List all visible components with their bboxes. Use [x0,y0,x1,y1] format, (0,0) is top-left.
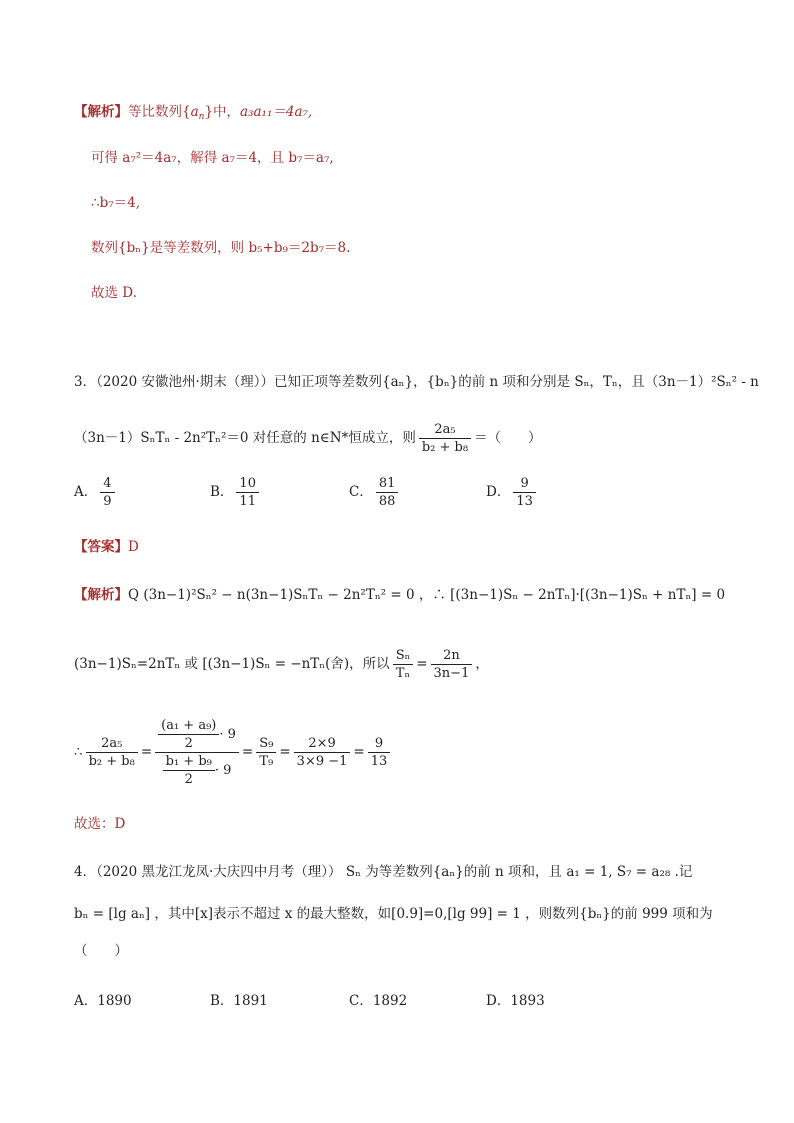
q3-sol-line2-frac1 [393,647,414,682]
q3-sol-line3-bigfrac-num [155,717,239,753]
q3-sol-line3-frac4-num: 2×9 [294,735,351,753]
q3-option-a-den: 9 [103,494,112,509]
q3-inner-num-b: 2 [184,736,193,751]
q4-option-d[interactable] [486,989,545,1009]
q3-option-d-num: 9 [513,475,536,493]
q3-stem-fraction [419,421,471,456]
q3-sol-line1-math: Q (3n−1)²Sₙ² − n(3n−1)SₙTₙ − 2n²Tₙ² = 0 ，∴ [(3n−1)Sₙ − 2nTₙ]·[(3n−1)Sₙ + nTₙ] = 0 [128,587,726,603]
sol2-line2: 可得 a₇²＝4a₇，解得 a₇＝4，且 b₇＝a₇, [91,150,334,166]
sol2-line1-mid: }中， [204,104,241,120]
q3-sol-line3-frac4 [294,735,351,770]
q4-stem-line3: （ ） [74,943,128,959]
q3-option-b-fraction [236,475,259,510]
q4-option-b-label: B． [210,993,234,1009]
q4-option-c-value: 1892 [372,993,408,1009]
sol2-seq-a: $a_n$ [190,104,205,122]
q3-option-d-label: D． [486,484,511,500]
sol2-line3: ∴b₇＝4, [91,195,141,211]
q3-sol-line3-bigfrac-den [155,753,239,788]
q3-option-a[interactable] [74,475,118,510]
q3-answer [74,538,139,556]
q3-sol-line2-frac2-den: 3n−1 [433,666,470,681]
q3-sol-line3-frac4-den: 3×9 −1 [296,754,348,769]
q3-option-b-num: 10 [236,475,259,493]
q3-option-c-fraction [376,475,399,510]
sol2-line4: 数列{bₙ}是等差数列，则 b₅+b₉＝2b₇＝8. [91,240,351,256]
sol2-line5: 故选 D. [91,285,137,301]
q3-sol-end: 故选：D [74,816,126,832]
q3-sol-line3-frac1-num: 2a₅ [86,735,138,753]
q4-option-c-label: C． [349,993,373,1009]
q3-inner-den-b: 2 [184,772,193,787]
q3-option-b[interactable] [210,475,262,510]
q4-option-a-value: 1890 [97,993,132,1009]
q3-sol-line2-frac1-num: Sₙ [393,647,414,665]
q3-sol-line2-text: (3n−1)Sₙ=2nTₙ 或 [(3n−1)Sₙ = −nTₙ(舍)，所以 [74,656,390,672]
sol2-line1-eq: a₃a₁₁＝4a₇, [240,104,313,120]
q3-option-c-label: C． [349,484,373,500]
q3-sol-line3-frac3-num: S₉ [256,735,276,753]
q4-option-d-label: D． [486,993,511,1009]
q3-sol-line3-frac1-den: b₂ + b₈ [88,754,135,769]
q3-sol-line3-inner-num [158,717,219,752]
q3-inner-den-dot9: · 9 [214,763,232,778]
q3-stem-tail: ＝（ ） [474,430,542,446]
analysis-tag: 【解析】 [74,104,128,120]
analysis-tag: 【解析】 [74,587,128,603]
q3-sol-line1 [74,586,725,604]
sol2-line1 [74,103,312,126]
q4-option-c[interactable] [349,989,407,1009]
q3-option-c[interactable] [349,475,401,510]
q3-inner-den-a: b₁ + b₉ [163,753,215,771]
sol2-line1-text: 等比数列{ [128,104,191,120]
q3-stem-line1: 3．（2020 安徽池州·期末（理））已知正项等差数列{aₙ}，{bₙ}的前 n 项和分别是 Sₙ，Tₙ，且（3n－1）²Sₙ² - n [74,374,759,390]
q3-option-a-label: A． [74,484,98,500]
q3-option-b-label: B． [210,484,234,500]
q4-option-d-value: 1893 [510,993,545,1009]
q4-option-b[interactable] [210,989,268,1009]
q3-sol-line3-frac3-den: T₉ [259,754,274,769]
q3-option-c-num: 81 [376,475,399,493]
answer-value: D [128,539,139,555]
q3-inner-num-a: (a₁ + a₉) [158,717,219,735]
q3-sol-line2-frac2 [431,647,473,682]
q3-sol-line3: ∴ $\frac{\text{2a₅}}{\text{b₂ + b₈}}$ = $\frac{\text{(a₁ + a₉)}}{2}$ · 9 $\frac{\text{b₁ + b₉}}{2}$ · 9 = $\frac{\text{S₉}}{\text{T₉}}$ = $\frac{2\times 9}{3\times 9 -1}$ = $\frac{9}{13}$ [74,712,393,792]
q3-option-a-fraction [100,475,114,510]
q3-sol-line3-frac5-num: 9 [368,735,391,753]
q3-inner-num-dot9: · 9 [219,727,236,742]
q3-option-d[interactable] [486,475,539,510]
q3-sol-line2 [74,644,489,684]
q3-frac-den: b₂ + b₈ [421,440,469,455]
q3-option-b-den: 11 [239,494,256,509]
q3-option-a-num: 4 [100,475,114,493]
q4-stem-line2: bₙ = [lg aₙ] ，其中[x]表示不超过 x 的最大整数，如[0.9]=0,[lg 99] = 1 ，则数列{bₙ}的前 999 项和为 [74,906,713,922]
q4-option-a-label: A． [74,993,98,1009]
q3-sol-line3-bigfrac [155,717,239,788]
q3-sol-line3-therefore: ∴ [74,744,83,760]
q3-stem-text: （3n－1）SₙTₙ - 2n²Tₙ²＝0 对任意的 n∈N*恒成立，则 [74,430,416,446]
q3-sol-line2-eq: = [416,656,428,672]
q3-option-d-den: 13 [516,494,533,509]
q3-sol-line2-frac2-num: 2n [431,647,473,665]
q4-stem-line1: 4．（2020 黑龙江龙凤·大庆四中月考（理）） Sₙ 为等差数列{aₙ}的前 n 项和，且 a₁ = 1, S₇ = a₂₈ .记 [74,864,693,880]
q3-sol-line3-inner-den [163,753,215,788]
q3-sol-line3-frac5 [368,735,391,770]
q3-sol-line3-frac5-den: 13 [370,754,388,769]
q3-sol-line3-frac3 [256,735,276,770]
q3-stem-line2 [74,418,542,458]
q3-sol-line2-frac1-den: Tₙ [395,666,411,681]
q3-option-d-fraction [513,475,536,510]
q4-option-a[interactable] [74,989,132,1009]
q4-option-b-value: 1891 [233,993,268,1009]
q3-sol-line2-end: ， [475,656,489,672]
answer-tag: 【答案】 [74,539,128,555]
q3-option-c-den: 88 [378,494,396,509]
q3-sol-line3-frac1 [86,735,138,770]
q3-frac-num: 2a₅ [419,421,471,439]
